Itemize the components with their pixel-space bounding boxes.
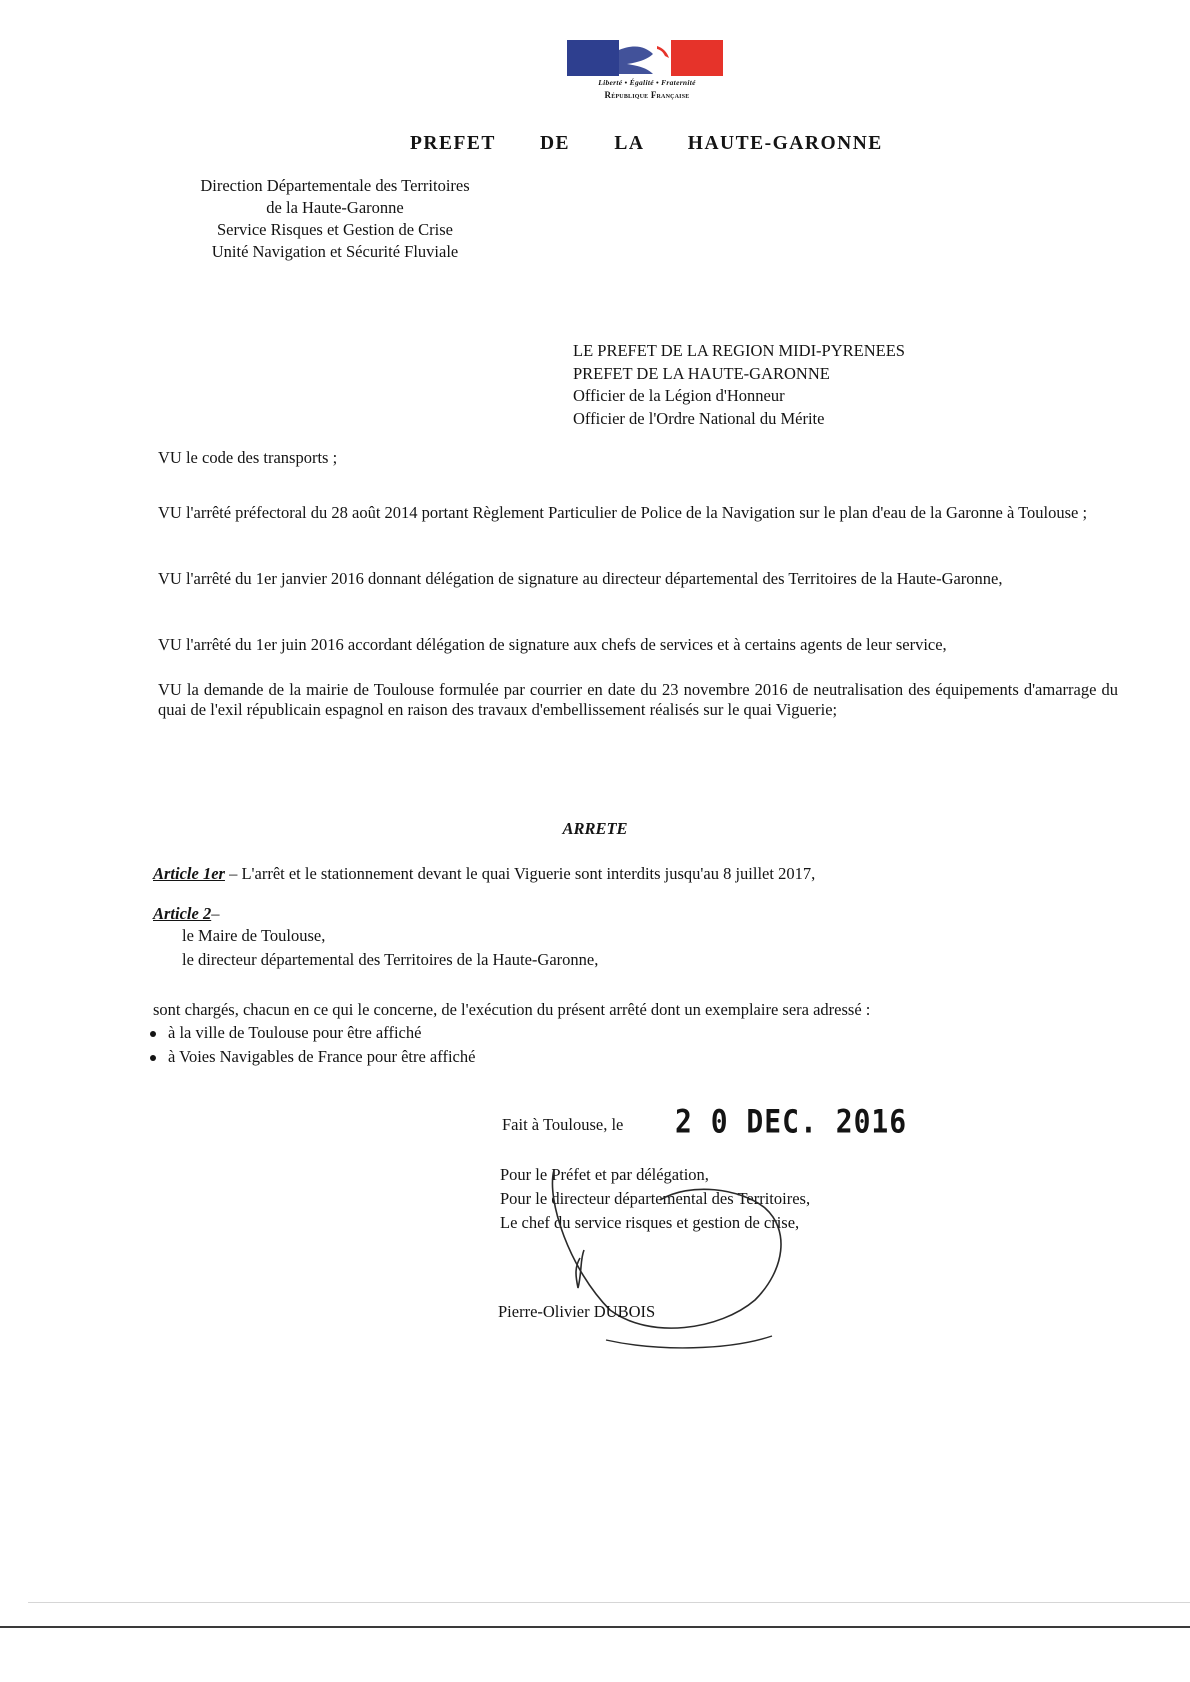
list-item bbox=[150, 1047, 475, 1067]
flag-blue-band bbox=[567, 40, 619, 76]
ddt-line-2: de la Haute-Garonne bbox=[266, 198, 404, 217]
article-2-label: Article 2 bbox=[153, 904, 212, 923]
ddt-line-1: Direction Départementale des Territoires bbox=[200, 176, 470, 195]
article-1-text: – L'arrêt et le stationnement devant le quai Viguerie sont interdits jusqu'au 8 juillet 2017, bbox=[224, 864, 816, 883]
ddt-line-3: Service Risques et Gestion de Crise bbox=[217, 220, 453, 239]
marianne-profile-icon bbox=[619, 40, 671, 76]
article-1 bbox=[153, 864, 815, 884]
prefet-block bbox=[573, 340, 905, 430]
prefet-line-2: PREFET DE LA HAUTE-GARONNE bbox=[573, 363, 830, 383]
prefet-line-3: Officier de la Légion d'Honneur bbox=[573, 386, 785, 405]
scan-edge-line bbox=[28, 1602, 1190, 1603]
list-item-text: à la ville de Toulouse pour être affiché bbox=[168, 1023, 422, 1042]
ddt-line-4: Unité Navigation et Sécurité Fluviale bbox=[211, 242, 459, 261]
flag-white-band bbox=[619, 40, 671, 76]
vu-paragraph: VU le code des transports ; bbox=[158, 448, 338, 467]
flag-red-band bbox=[671, 40, 723, 76]
delegation-line: Pour le Préfet et par délégation, bbox=[500, 1165, 709, 1184]
republic-motto: Liberté • Égalité • Fraternité bbox=[598, 78, 696, 87]
place-of-signature: Fait à Toulouse, le bbox=[502, 1115, 624, 1134]
marianne-logo bbox=[567, 40, 727, 108]
delegation-line: Pour le directeur départemental des Territoires, bbox=[500, 1189, 811, 1208]
list-item bbox=[150, 1023, 421, 1043]
vu-paragraph: VU l'arrêté du 1er juin 2016 accordant délégation de signature aux chefs de services et à certains agents de leur service, bbox=[158, 635, 947, 654]
vu-paragraph: VU l'arrêté du 1er janvier 2016 donnant délégation de signature au directeur départemental des Territoires de la Haute-Garonne, bbox=[158, 569, 1003, 588]
bullet-icon bbox=[150, 1031, 156, 1037]
article-1-label: Article 1er bbox=[153, 864, 225, 883]
arrete-heading: ARRETE bbox=[562, 819, 628, 838]
article-2 bbox=[153, 904, 219, 924]
prefet-line-1: LE PREFET DE LA REGION MIDI-PYRENEES bbox=[573, 341, 905, 360]
republic-name: République Française bbox=[604, 90, 690, 100]
page-title: PREFET DE LA HAUTE-GARONNE bbox=[410, 133, 883, 154]
date-stamp: 2 0 DEC. 2016 bbox=[675, 1102, 908, 1141]
article-2-line: le directeur départemental des Territoires de la Haute-Garonne, bbox=[182, 950, 599, 969]
article-2-line: le Maire de Toulouse, bbox=[182, 926, 326, 945]
execution-clause: sont chargés, chacun en ce qui le concerne, de l'exécution du présent arrêté dont un exemplaire sera adressé : bbox=[153, 1000, 871, 1019]
prefet-line-4: Officier de l'Ordre National du Mérite bbox=[573, 408, 825, 428]
signer-name: Pierre-Olivier DUBOIS bbox=[498, 1302, 656, 1321]
handwritten-signature bbox=[540, 1160, 840, 1360]
page-bottom-rule bbox=[0, 1626, 1190, 1628]
article-2-dash: – bbox=[211, 904, 220, 923]
vu-paragraph: VU la demande de la mairie de Toulouse formulée par courrier en date du 23 novembre 2016 de neutralisation des équipements d'amarrage du quai de l'exil républicain espagnol en raison des travaux d'embellissement réalisés sur le quai Viguerie; bbox=[158, 680, 1118, 719]
list-item-text: à Voies Navigables de France pour être affiché bbox=[168, 1047, 476, 1066]
issuing-service-block bbox=[155, 175, 515, 263]
delegation-line: Le chef du service risques et gestion de crise, bbox=[500, 1213, 800, 1232]
vu-paragraph: VU l'arrêté préfectoral du 28 août 2014 portant Règlement Particulier de Police de la Navigation sur le plan d'eau de la Garonne à Toulouse ; bbox=[158, 503, 1088, 522]
bullet-icon bbox=[150, 1055, 156, 1061]
